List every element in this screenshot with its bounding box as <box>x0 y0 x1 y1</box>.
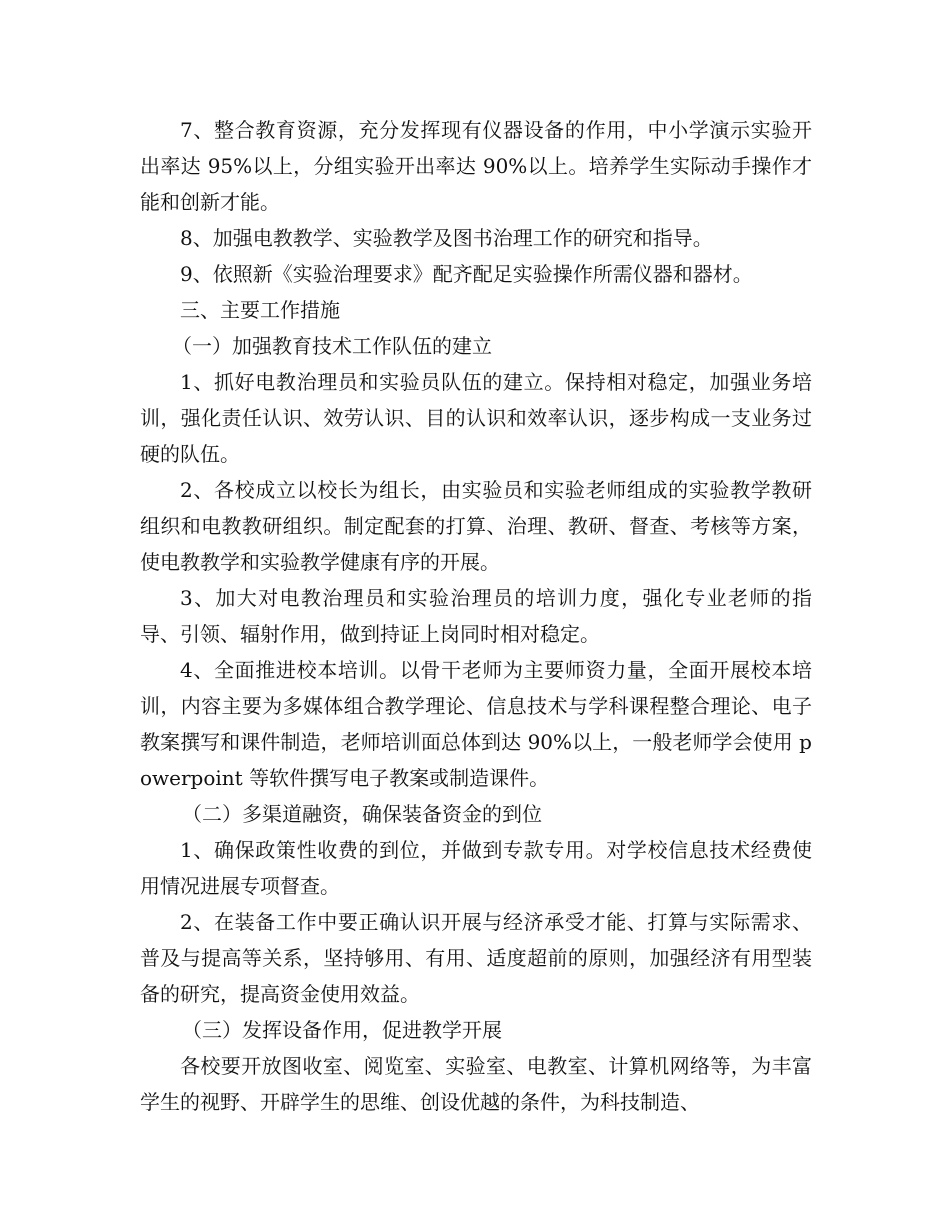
paragraph-equipment-1: 各校要开放图收室、阅览室、实验室、电教室、计算机网络等，为丰富学生的视野、开辟学生的思维、创设优越的条件，为科技制造、 <box>140 1054 812 1114</box>
subsection-heading-1: （一）加强教育技术工作队伍的建立 <box>172 334 492 358</box>
paragraph-item-7: 7、整合教育资源，充分发挥现有仪器设备的作用，中小学演示实验开出率达 95%以上，分组实验开出率达 90%以上。培养学生实际动手操作才能和创新才能。 <box>140 118 812 214</box>
paragraph-item-9: 9、依照新《实验治理要求》配齐配足实验操作所需仪器和器材。 <box>180 262 753 286</box>
paragraph-team-4: 4、全面推进校本培训。以骨干老师为主要师资力量，全面开展校本培训，内容主要为多媒体组合教学理论、信息技术与学科课程整合理论、电子教案撰写和课件制造，老师培训面总体到达 90%以上，一般老师学会使用 powerpoint 等软件撰写电子教案或制造课件。 <box>140 658 812 790</box>
document-page <box>140 112 812 1120</box>
paragraph-funding-1: 1、确保政策性收费的到位，并做到专款专用。对学校信息技术经费使用情况进展专项督查。 <box>140 838 812 898</box>
paragraph-team-1: 1、抓好电教治理员和实验员队伍的建立。保持相对稳定，加强业务培训，强化责任认识、效劳认识、目的认识和效率认识，逐步构成一支业务过硬的队伍。 <box>140 370 812 466</box>
paragraph-team-3: 3、加大对电教治理员和实验治理员的培训力度，强化专业老师的指导、引领、辐射作用，做到持证上岗同时相对稳定。 <box>140 586 812 646</box>
section-heading-3: 三、主要工作措施 <box>180 298 340 322</box>
subsection-heading-3: （三）发挥设备作用，促进教学开展 <box>182 1018 502 1042</box>
subsection-heading-2: （二）多渠道融资，确保装备资金的到位 <box>182 802 542 826</box>
paragraph-item-8: 8、加强电教教学、实验教学及图书治理工作的研究和指导。 <box>180 226 713 250</box>
paragraph-team-2: 2、各校成立以校长为组长，由实验员和实验老师组成的实验教学教研组织和电教教研组织。制定配套的打算、治理、教研、督查、考核等方案，使电教教学和实验教学健康有序的开展。 <box>140 478 812 574</box>
paragraph-funding-2: 2、在装备工作中要正确认识开展与经济承受才能、打算与实际需求、普及与提高等关系，坚持够用、有用、适度超前的原则，加强经济有用型装备的研究，提高资金使用效益。 <box>140 910 812 1006</box>
